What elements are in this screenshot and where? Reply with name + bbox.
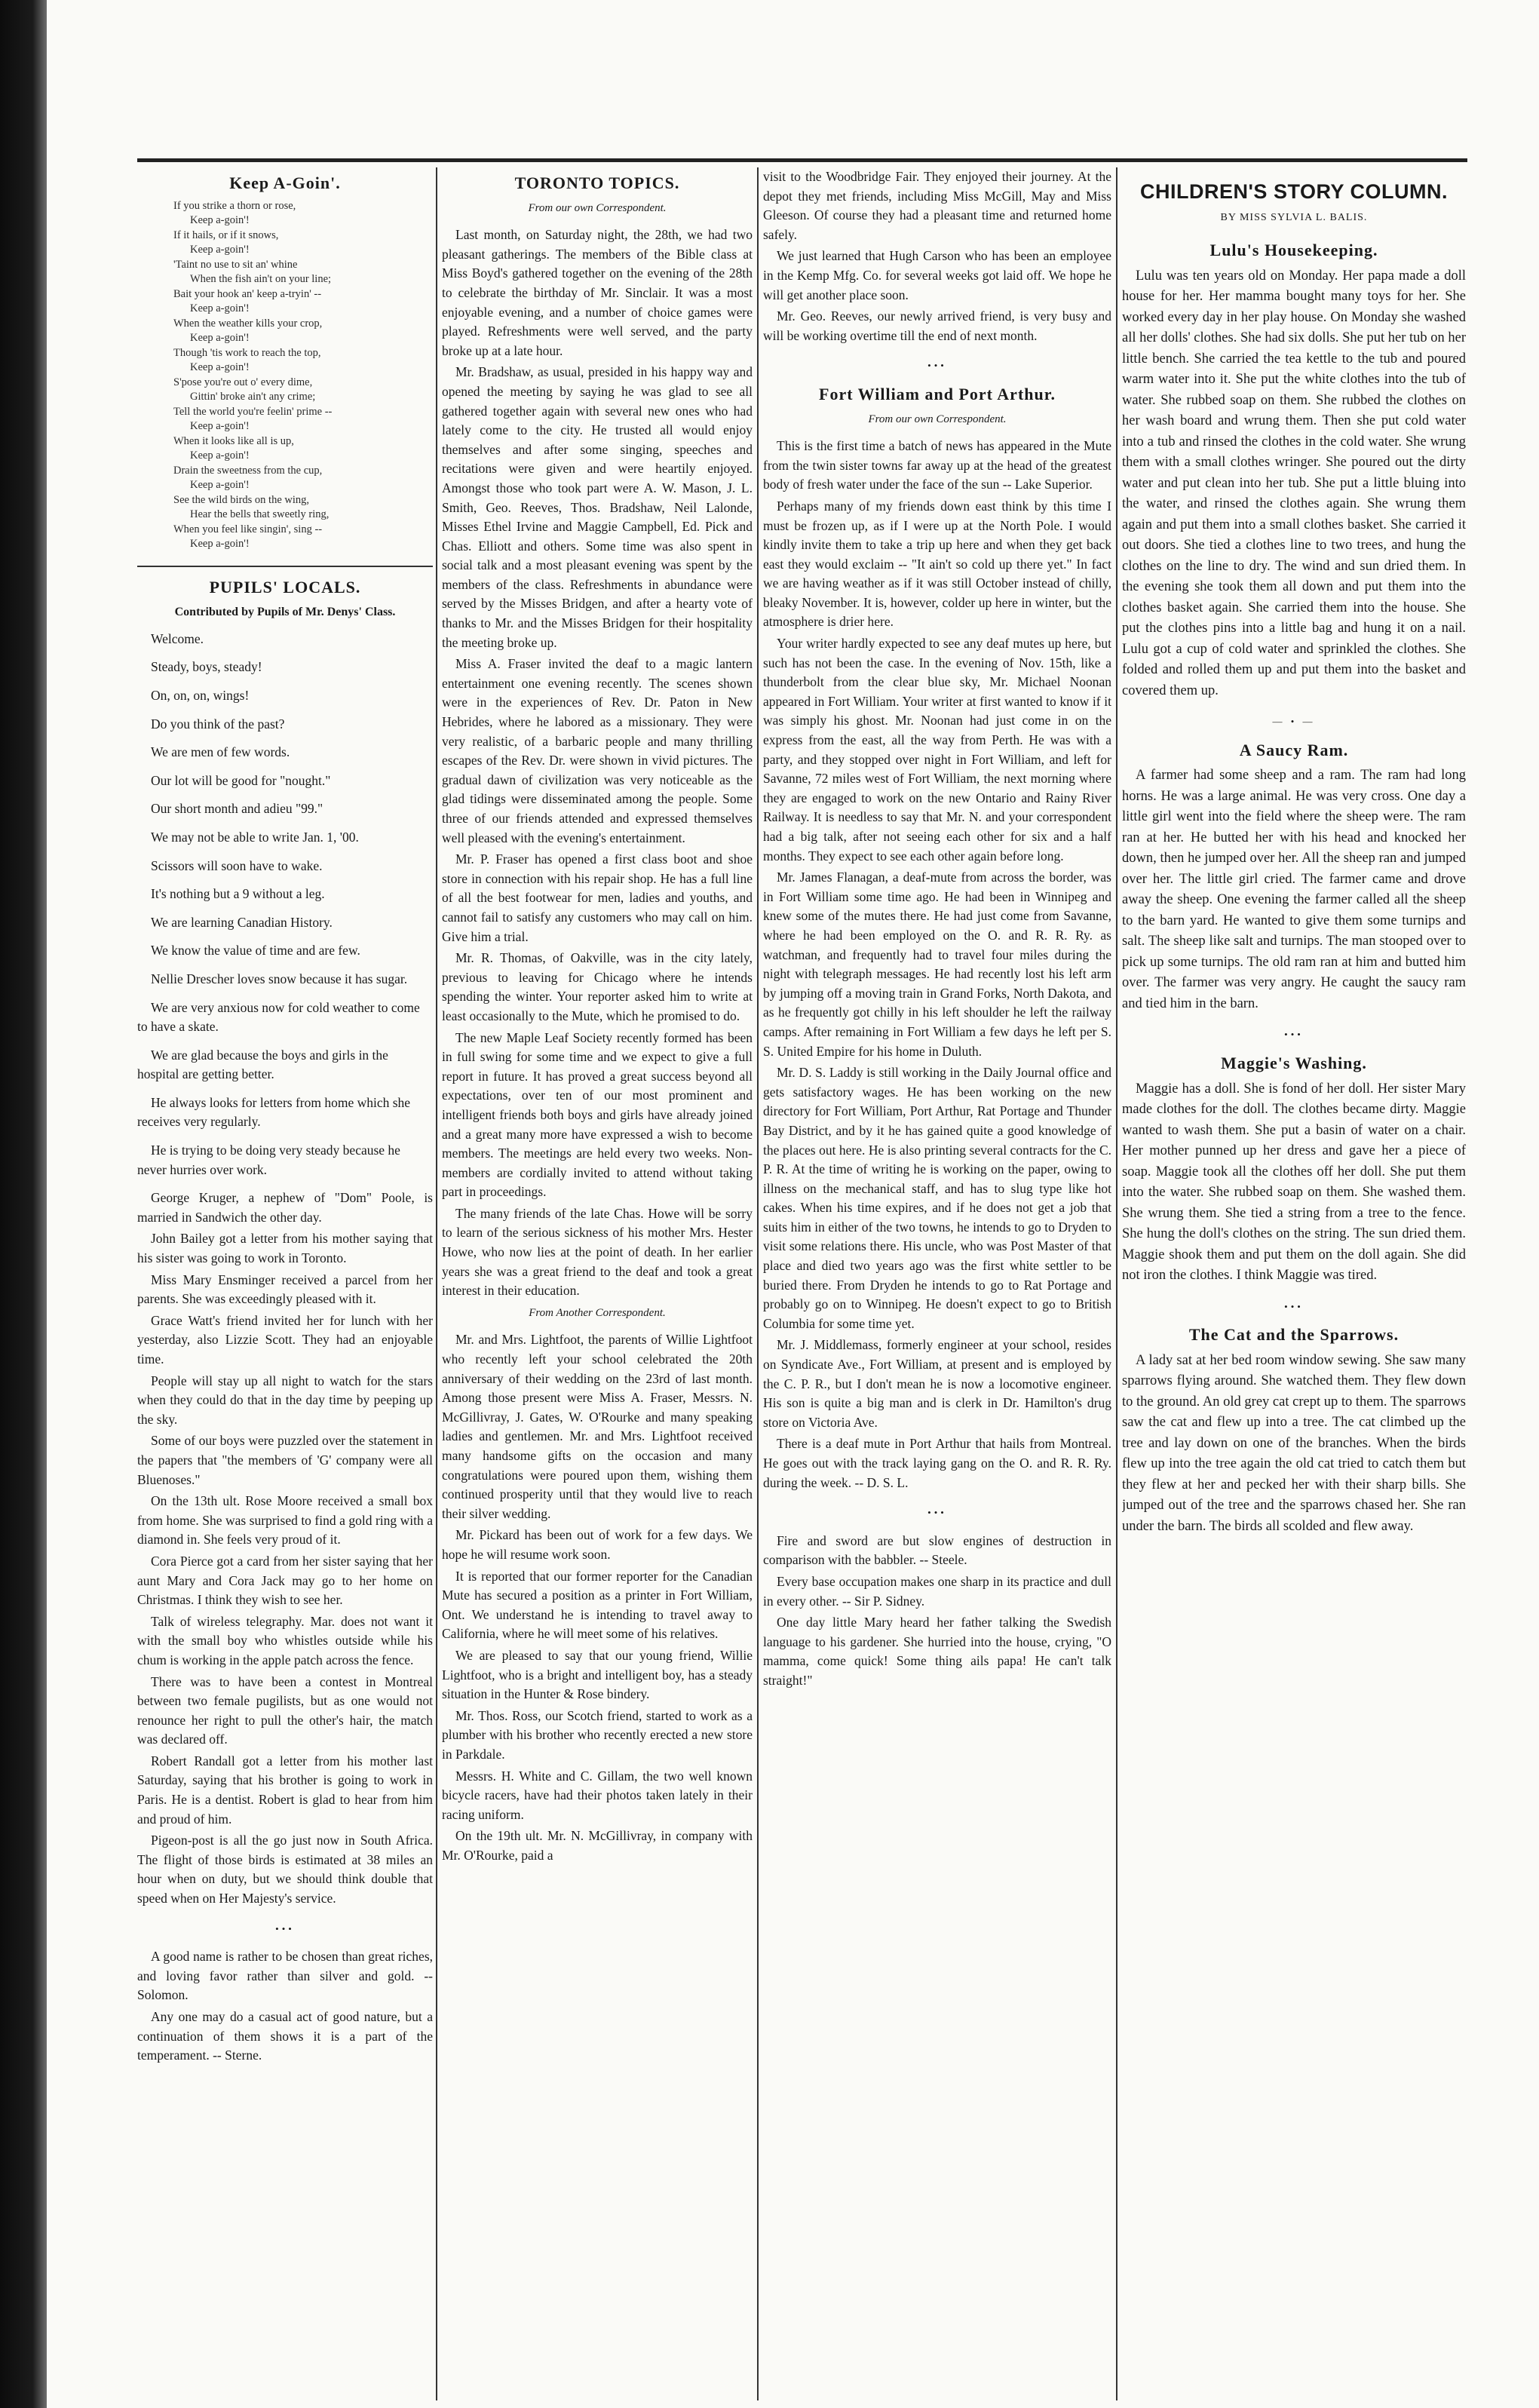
local-item: He is trying to be doing very steady because he never hurries over work.: [137, 1143, 400, 1177]
quote-paragraph: Any one may do a casual act of good nature, but a continuation of them shows it is a part of the temperament. -- Sterne.: [137, 2009, 433, 2063]
local-paragraph: Pigeon-post is all the go just now in South Africa. The flight of those birds is estimated at 38 miles an hour when on duty, but we should think double that speed when on Her Majesty's service.: [137, 1833, 433, 1906]
separator: •••: [927, 1507, 947, 1519]
poem-line: Drain the sweetness from the cup,: [173, 464, 323, 477]
local-item: Our short month and adieu "99.": [151, 801, 323, 817]
fort-william-byline: From our own Correspondent.: [868, 413, 1007, 425]
poem-line: Bait your hook an' keep a-tryin' --: [173, 287, 322, 300]
top-rule: [137, 158, 1467, 162]
poem-line: Gittin' broke ain't any crime;: [190, 391, 316, 403]
poem-line: Keep a-goin'!: [190, 479, 250, 492]
column-4: [1122, 167, 1470, 2400]
column-divider-3: [1116, 167, 1117, 2400]
section-rule: [137, 566, 433, 567]
poem-line: Keep a-goin'!: [190, 361, 250, 374]
story-title: Maggie's Washing.: [1221, 1054, 1367, 1073]
poem-line: When it looks like all is up,: [173, 434, 294, 447]
local-item: Scissors will soon have to wake.: [151, 857, 323, 873]
local-item: We are glad because the boys and girls in the hospital are getting better.: [137, 1047, 388, 1082]
article-paragraph: This is the first time a batch of news has appeared in the Mute from the twin sister towns far away up at the head of the greatest body of fresh water under the face of the sun -- Lake Superior.: [763, 438, 1111, 492]
separator: •••: [1284, 1029, 1304, 1041]
poem-line: Hear the bells that sweetly ring,: [190, 508, 330, 521]
local-paragraph: George Kruger, a nephew of "Dom" Poole, is married in Sandwich the other day.: [137, 1190, 433, 1225]
poem-line: Keep a-goin'!: [190, 449, 250, 462]
separator: •••: [1284, 1300, 1304, 1312]
local-item: Welcome.: [151, 630, 204, 646]
article-paragraph: Mr. R. Thomas, of Oakville, was in the city lately, previous to leaving for Chicago where he intends spending the winter. Your reporter asked him to write at least occasionally to the Mute, which he promised to do.: [442, 950, 753, 1023]
keep-goin-title: Keep A-Goin'.: [229, 173, 341, 192]
page-edge-shadow: [0, 0, 47, 2408]
local-paragraph: Robert Randall got a letter from his mother last Saturday, saying that his brother is going to work in Paris. He is a dentist. Robert is glad to hear from him and proud of him.: [137, 1753, 433, 1827]
article-paragraph: Miss A. Fraser invited the deaf to a magic lantern entertainment one evening recently. The scenes shown were in the experiences of Rev. Dr. Paton in New Hebrides, where he labored as a missionary. They were very realistic, of a barbaric people and many thrilling escapes of the Rev. Dr. were shown in vivid pictures. The gradual dawn of civilization was very noticeable as the glad tidings were disseminated among the people. Some three of our friends attended and expressed themselves well pleased with the evening's entertainment.: [442, 656, 753, 845]
local-paragraph: John Bailey got a letter from his mother saying that his sister was going to work in Toronto.: [137, 1231, 433, 1266]
column-1: [137, 167, 437, 2400]
poem-line: Keep a-goin'!: [190, 214, 250, 227]
article-paragraph: On the 19th ult. Mr. N. McGillivray, in company with Mr. O'Rourke, paid a: [442, 1828, 753, 1863]
poem-line: When the fish ain't on your line;: [190, 273, 332, 286]
poem-line: If it hails, or if it snows,: [173, 229, 279, 241]
poem-line: Keep a-goin'!: [190, 332, 250, 345]
poem-line: When the weather kills your crop,: [173, 317, 323, 330]
story-text: A lady sat at her bed room window sewing. She saw many sparrows flying around. She watched them. They flew down to the ground. An old grey cat crept up to them. The sparrows saw the cat and flew up into a tree. The cat climbed up the tree and lay down on one of the branches. When the birds flew up into the tree again the old cat tried to catch them but they flew at her and pecked her with their sharp bills. She jumped out of the tree and the sparrows chased her. She ran under the barn. The birds all scolded and flew away.: [1122, 1352, 1466, 1534]
keep-goin-poem: [173, 199, 433, 552]
column-2: [442, 167, 757, 2400]
pupils-locals-byline: Contributed by Pupils of Mr. Denys' Class.: [174, 606, 396, 619]
local-paragraph: Talk of wireless telegraphy. Mar. does not want it with the small boy who whistles outside while his chum is working in the apple patch across the fence.: [137, 1613, 433, 1667]
local-paragraph: Cora Pierce got a card from her sister saying that her aunt Mary and Cora Jack may go to her home on Christmas. I think they wish to see her.: [137, 1553, 433, 1608]
poem-line: Keep a-goin'!: [190, 302, 250, 315]
childrens-column-title: CHILDREN'S STORY COLUMN.: [1140, 180, 1448, 203]
poem-line: Keep a-goin'!: [190, 244, 250, 256]
local-item: Nellie Drescher loves snow because it has sugar.: [151, 971, 408, 986]
local-paragraph: People will stay up all night to watch for the stars when they could do that in the day time by peeping up the sky.: [137, 1373, 433, 1427]
local-item: We may not be able to write Jan. 1, '00.: [151, 829, 359, 845]
local-item: It's nothing but a 9 without a leg.: [151, 886, 325, 902]
story-title: The Cat and the Sparrows.: [1188, 1325, 1400, 1345]
quote-paragraph: Every base occupation makes one sharp in its practice and dull in every other. -- Sir P. Sidney.: [763, 1573, 1111, 1609]
separator: •••: [927, 360, 947, 372]
toronto-topics-title: TORONTO TOPICS.: [514, 173, 680, 192]
pupils-locals-title: PUPILS' LOCALS.: [209, 577, 361, 597]
article-paragraph: We just learned that Hugh Carson who has been an employee in the Kemp Mfg. Co. for several weeks got laid off. We hope he will get another place soon.: [763, 248, 1111, 302]
local-paragraph: There was to have been a contest in Montreal between two female pugilists, but as one would not renounce her right to pull the other's hair, the match was declared off.: [137, 1673, 433, 1747]
local-item: Our lot will be good for "nought.": [151, 772, 331, 788]
separator: •••: [275, 1922, 295, 1934]
local-item: He always looks for letters from home which she receives very regularly.: [137, 1094, 411, 1130]
article-paragraph: Mr. and Mrs. Lightfoot, the parents of Willie Lightfoot who recently left your school celebrated the 20th anniversary of their wedding on the 23rd of last month. Among those present were Miss A. Fraser, Messrs. N. McGillivray, J. Gates, W. O'Rourke and many speaking ladies and gentlemen. Mr. and Mrs. Lightfoot received many handsome gifts on the occasion and many congratulations were poured upon them, wishing them continued prosperity until that they would live to reach their silver wedding.: [442, 1332, 753, 1521]
second-correspondent-byline: From Another Correspondent.: [529, 1306, 666, 1319]
article-paragraph: Mr. Geo. Reeves, our newly arrived friend, is very busy and will be working overtime till the end of next month.: [763, 308, 1111, 343]
article-paragraph: The new Maple Leaf Society recently formed has been in full swing for some time and we expect to give a full report in future. It has proved a great success beyond all expectations, over ten of our most prominent and intelligent friends both boys and girls have already joined and a great many more have expressed a wish to become members. The meetings are held every two weeks. Non-members are cordially invited to attend without taking part in proceedings.: [442, 1029, 753, 1200]
article-paragraph: visit to the Woodbridge Fair. They enjoyed their journey. At the depot they met friends, including Miss McGill, May and Miss Gleeson. Of course they had a pleasant time and returned home safely.: [763, 169, 1111, 242]
local-item: We know the value of time and are few.: [151, 943, 360, 959]
quote-paragraph: Fire and sword are but slow engines of destruction in comparison with the babbler. -- Steele.: [763, 1532, 1111, 1568]
local-item: We are men of few words.: [151, 744, 290, 760]
local-item: Do you think of the past?: [151, 716, 285, 732]
local-item: On, on, on, wings!: [151, 687, 250, 703]
poem-line: S'pose you're out o' every dime,: [173, 376, 313, 388]
local-paragraph: On the 13th ult. Rose Moore received a small box from home. She was surprised to find a gold ring with a diamond in. She feels very proud of it.: [137, 1493, 433, 1548]
column-divider-2: [757, 167, 759, 2400]
article-paragraph: There is a deaf mute in Port Arthur that hails from Montreal. He goes out with the track laying gang on the O. and R. R. Ry. during the week. -- D. S. L.: [763, 1436, 1111, 1490]
poem-line: Keep a-goin'!: [190, 538, 250, 551]
article-paragraph: Mr. Thos. Ross, our Scotch friend, started to work as a plumber with his brother who recently erected a new store in Parkdale.: [442, 1707, 753, 1762]
poem-line: Though 'tis work to reach the top,: [173, 346, 321, 359]
article-paragraph: Your writer hardly expected to see any deaf mutes up here, but such has not been the case. In the evening of Nov. 15th, like a thunderbolt from the clear blue sky, Mr. Michael Noonan appeared in Fort William. Your writer at first wanted to know if it was simply his ghost. Mr. Noonan had just come in on the express from the east, all the way from Perth. He was with a party, and they stopped over night in Fort William, and left for Savanne, 72 miles west of Fort William, the next morning where they are engaged to work on the new Ontario and Rainy River Railway. It is needless to say that Mr. N. and your correspondent had a big talk, after not seeing each other for six and a half months. They expect to see each other again before long.: [763, 636, 1111, 864]
local-item: We are learning Canadian History.: [151, 914, 333, 930]
article-paragraph: It is reported that our former reporter for the Canadian Mute has secured a position as a printer in Fort William, Ont. We understand he is intending to travel away to California, where he will meet some of his relatives.: [442, 1568, 753, 1642]
poem-line: Keep a-goin'!: [190, 420, 250, 433]
childrens-column-byline: BY MISS SYLVIA L. BALIS.: [1220, 211, 1368, 223]
local-item: Steady, boys, steady!: [151, 659, 262, 675]
poem-line: See the wild birds on the wing,: [173, 493, 310, 506]
article-paragraph: Mr. James Flanagan, a deaf-mute from across the border, was in Fort William some time ago. He had been in Winnipeg and knew some of the mutes there. He had just come from Savanne, where he had been employed on the O. and R. R. Ry. as watchman, and frequently had to travel four miles during the night with telegraph messages. He had recently lost his left arm by jumping off a moving train in Grand Forks, North Dakota, and as he frequently got chilly in his left shoulder he left the railway camps. After remaining in Fort William a few days he left per S. S. United Empire for his home in Duluth.: [763, 870, 1111, 1059]
article-paragraph: Mr. Pickard has been out of work for a few days. We hope he will resume work soon.: [442, 1527, 753, 1562]
local-paragraph: Some of our boys were puzzled over the statement in the papers that "the members of 'G' company were all Bluenoses.": [137, 1433, 433, 1487]
article-paragraph: Perhaps many of my friends down east think by this time I must be frozen up, as if I were up at the North Pole. I would kindly invite them to take a trip up here and when they get back east they would exclaim -- "It ain't so cold up there yet." In fact we are having weather as if it was still October instead of chilly, bleaky November. It is, however, colder up here in winter, but the atmosphere is drier here.: [763, 498, 1111, 630]
story-title: Lulu's Housekeeping.: [1209, 241, 1378, 260]
article-paragraph: We are pleased to say that our young friend, Willie Lightfoot, who is a bright and intelligent boy, has a steady situation in the Hunter & Rose bindery.: [442, 1647, 753, 1702]
fort-william-title: Fort William and Port Arthur.: [819, 384, 1056, 403]
poem-line: When you feel like singin', sing --: [173, 523, 323, 535]
local-paragraph: Miss Mary Ensminger received a parcel from her parents. She was exceedingly pleased with it.: [137, 1271, 433, 1307]
story-text: Lulu was ten years old on Monday. Her papa made a doll house for her. Her mamma bought many toys for her. She worked every day in her play house. On Monday she washed all her dolls' clothes. She had six dolls. She put her tub on her little bench. She carried the tea kettle to the tub and poured warm water into it. She put the white clothes into the tub of water. She rubbed soap on them. She rubbed the clothes on her wash board and wrung them. Then she put cold water into a tub and rinsed the clothes in the cold water. She wrung them with a small clothes wringer. She poured out the dirty water and put clean into her tub. She put a little bluing into the water, and rinsed the clothes again. She wrung them again and put them into a small clothes basket. She carried it out doors. She tied a clothes line to two trees, and hung the clothes on the line to dry. The wind and sun dried them. In the evening she took them all down and put them into the clothes basket again. She carried them into the house. She put the clothes pins into a little bag and hung it on a nail. Lulu got a cup of cold water and sprinkled the clothes. She folded and rolled them up and put them into the basket and covered them up.: [1122, 268, 1467, 698]
quote-paragraph: A good name is rather to be chosen than great riches, and loving favor rather than silver and gold. -- Solomon.: [137, 1949, 433, 2003]
toronto-topics-byline: From our own Correspondent.: [528, 201, 667, 214]
anecdote-paragraph: One day little Mary heard her father talking the Swedish language to his gardener. She hurried into the house, crying, "O mamma, come quick! Some thing ails papa! He can't talk straight!": [763, 1615, 1111, 1688]
article-paragraph: Mr. J. Middlemass, formerly engineer at your school, resides on Syndicate Ave., Fort William, at present and is employed by the C. P. R., but I don't mean he is now a locomotive engineer. His son is quite a big man and is clerk in Dr. Hamilton's drug store on Victoria Ave.: [763, 1337, 1111, 1430]
story-text: Maggie has a doll. She is fond of her doll. Her sister Mary made clothes for the doll. The clothes became dirty. Maggie wanted to wash them. She put a basin of water on a chair. Her mother punned up her dress and gave her a piece of soap. Maggie took all the clothes off her doll. She put them into the water. She rubbed soap on them. She washed them. She wrung them. She tied a string from a tree to the fence. She hung the doll's clothes on the string. The sun dried them. Maggie shook them and put them on the doll again. She did not iron the clothes. I think Maggie was tired.: [1122, 1081, 1466, 1284]
local-paragraph: Grace Watt's friend invited her for lunch with her yesterday, also Lizzie Scott. They had an enjoyable time.: [137, 1312, 433, 1367]
poem-line: 'Taint no use to sit an' whine: [173, 258, 298, 271]
article-paragraph: Messrs. H. White and C. Gillam, the two well known bicycle racers, have had their photos taken lately in their racing uniform.: [442, 1768, 753, 1822]
story-title: A Saucy Ram.: [1239, 740, 1349, 759]
article-paragraph: The many friends of the late Chas. Howe will be sorry to learn of the serious sickness of his mother Mrs. Hester Howe, who now lies at the point of death. In her earlier years she was a great friend to the deaf and took a great interest in their education.: [442, 1205, 753, 1299]
article-paragraph: Mr. D. S. Laddy is still working in the Daily Journal office and gets satisfactory wages. He has been working on the new directory for Fort William, Port Arthur, Rat Portage and Thunder Bay District, and by it he has gained quite a good knowledge of the places out here. He is also printing several contracts for the C. P. R. At the time of writing he is working on the paper, owing to illness on the mechanical staff, and has to slug type like hot cakes. When his time expires, and if he does not get a job that suits him in either of the two towns, he intends to go to Dryden to visit some relations there. His uncle, who was Post Master of that place and died two years ago was the first white settler to be buried there. From Dryden he intends to go to Rat Portage and probably go on to Winnipeg. He doesn't expect to go to British Columbia for some time yet.: [763, 1065, 1111, 1331]
poem-line: If you strike a thorn or rose,: [173, 199, 296, 212]
poem-line: Tell the world you're feelin' prime --: [173, 405, 333, 418]
column-3: [763, 167, 1116, 2400]
article-paragraph: Last month, on Saturday night, the 28th, we had two pleasant gatherings. The members of the Bible class at Miss Boyd's gathered together on the evening of the 28th to celebrate the birthday of Mr. Sinclair. It was a most enjoyable evening, and a number of choice games were played. Refreshments were well served, and the party broke up at a late hour.: [442, 227, 753, 358]
article-paragraph: Mr. P. Fraser has opened a first class boot and shoe store in connection with his repair shop. He has a full line of all the best footwear for men, ladies and youths, and cannot fail to satisfy any customers who may call on him. Give him a trial.: [442, 851, 753, 944]
separator: — • —: [1272, 716, 1316, 728]
article-paragraph: Mr. Bradshaw, as usual, presided in his happy way and opened the meeting by saying he was glad to see all gathered together again with several new ones who had lately come to the city. He trusted all would enjoy themselves and after some singing, speeches and recitations were given and were heartily enjoyed. Amongst those who took part were A. W. Mason, J. L. Smith, Geo. Reeves, Thos. Bradshaw, Neil Lalonde, Misses Ethel Irvine and Maggie Campbell, Ed. Pick and Chas. Elliott and others. Some time was also spent in social talk and a most pleasant evening was spent by the members of the class. Refreshments in abundance were served by the Misses Bridgen, and after a hearty vote of thanks to Mr. and the Misses Bridgen for their hospitality the meeting broke up.: [442, 364, 753, 650]
story-text: A farmer had some sheep and a ram. The ram had long horns. He was a large animal. He was very cross. One day a little girl went into the field where the sheep were. The ram ran at her. He butted her with his head and knocked her down, then he jumped over her. All the sheep ran and jumped over her. The little girl cried. The farmer came and drove away the sheep. One evening the farmer called all the sheep to the barn yard. He wanted to give them some turnips and salt. The sheep like salt and turnips. The man stooped over to pick up some turnips. The old ram ran at him and butted him over. The farmer was very angry. He caught the saucy ram and tied him in the barn.: [1122, 768, 1466, 1011]
local-item: We are very anxious now for cold weather to come to have a skate.: [137, 999, 420, 1035]
